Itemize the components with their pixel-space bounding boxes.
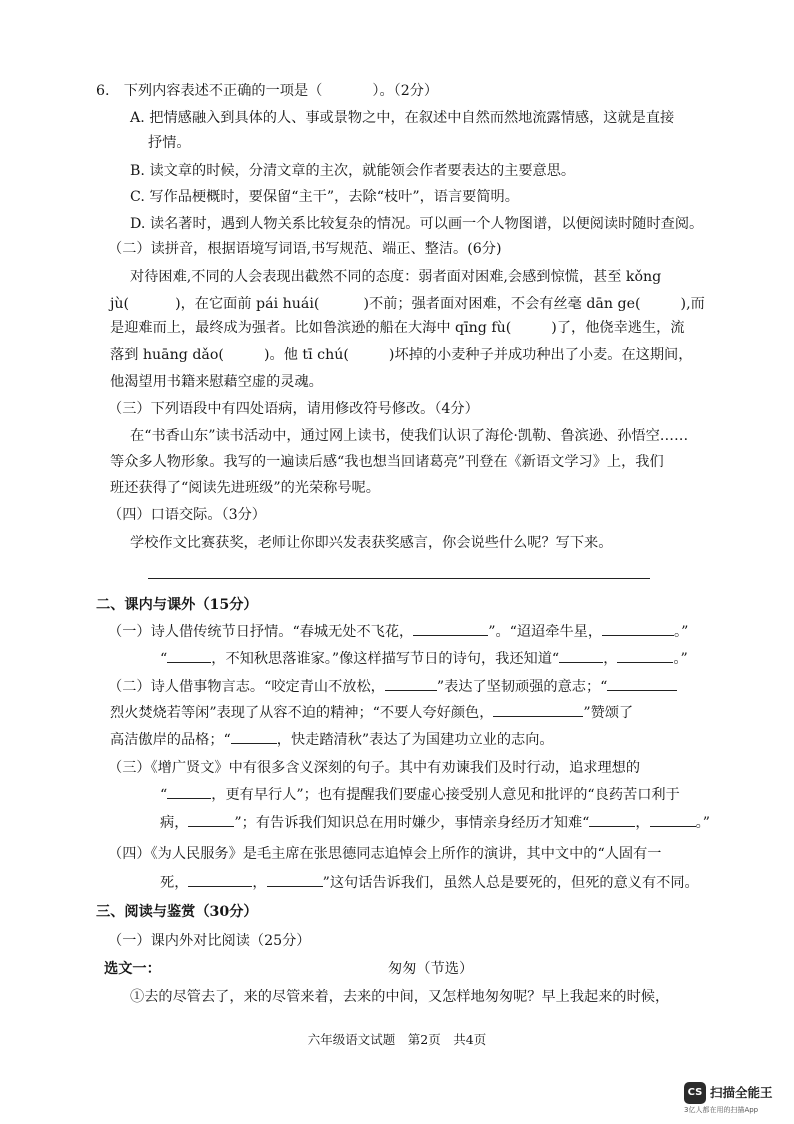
scanner-watermark	[684, 1080, 784, 1116]
errors-line1: 在“书香山东”读书活动中，通过网上读书，使我们认识了海伦·凯勒、鲁滨逊、孙悟空……	[130, 428, 689, 444]
blank-festival-1[interactable]	[559, 648, 603, 663]
sec2-p3g: 。”	[695, 815, 710, 831]
pinyin-l4c: )坏掉的小麦种子并成功种出了小麦。在这期间，	[388, 347, 693, 363]
sec2-p1c: 。”	[674, 624, 689, 640]
sec2-p3c: ，更有早行人”；也有提醒我们要虚心接受别人意见和批评的“良药苦口利于	[211, 787, 680, 803]
sec2-p2f: ，快走踏清秋”表达了为国建功立业的志向。	[276, 732, 554, 748]
sec2-p3e: ”；有告诉我们知识总在用时嫌少，事情亲身经历才知难“	[234, 815, 590, 831]
pinyin-l3b: )了，他侥幸逃生，流	[551, 320, 685, 336]
blank-knowledge-2[interactable]	[650, 812, 696, 827]
q6-option-a-line1: A. 把情感融入到具体的人、事或景物之中，在叙述中自然而然地流露情感，这就是直接	[130, 110, 675, 126]
sec2-p2-line1	[108, 676, 677, 698]
page-footer: 六年级语文试题 第2页 共4页	[307, 1032, 487, 1047]
sec3-title: 三、阅读与鉴赏（30分）	[96, 904, 258, 920]
blank-spring-city[interactable]	[413, 621, 488, 636]
sec2-p4d: ”这句话告诉我们，虽然人总是要死的，但死的意义有不同。	[322, 875, 699, 891]
pinyin-l2b: )，在它面前 pái huái(	[175, 296, 320, 312]
selection-paragraph: ①去的尽管去了，来的尽管来着，去来的中间，又怎样地匆匆呢？早上我起来的时候，	[130, 989, 670, 1005]
sec2-p1f: ，	[603, 651, 618, 667]
sec2-p2d: ”赞颂了	[583, 705, 634, 721]
q6-option-b: B. 读文章的时候，分清文章的主次，就能领会作者要表达的主要意思。	[130, 163, 576, 179]
blank-altair[interactable]	[602, 621, 674, 636]
errors-line3: 班还获得了“阅读先进班级”的光荣称号呢。	[110, 480, 380, 496]
sec2-p3d: 病，	[160, 815, 189, 831]
selection-title: 匆匆（节选）	[388, 961, 474, 977]
oral-line1: 学校作文比赛获奖，老师让你即兴发表获奖感言，你会说些什么呢？写下来。	[130, 535, 613, 551]
q6-stem-b: ）。（2分）	[372, 83, 439, 99]
sec2-p3f: ，	[635, 815, 650, 831]
sec3-subtitle: （一）课内外对比阅读（25分）	[108, 933, 311, 949]
blank-knowledge-1[interactable]	[589, 812, 635, 827]
sec2-p1-line1	[108, 621, 688, 643]
blank-lime[interactable]	[607, 676, 677, 691]
blank-death-2[interactable]	[267, 872, 323, 887]
scanner-app-name: 扫描全能王	[710, 1085, 773, 1100]
sec2-p3b: “	[160, 787, 168, 803]
pinyin-line4	[110, 344, 692, 366]
sec2-p2a: （二）诗人借事物言志。“咬定青山不放松，	[108, 679, 385, 695]
sec2-title: 二、课内与课外（15分）	[96, 597, 258, 613]
pinyin-l2a: jù(	[110, 296, 130, 312]
sec2-p2c: 烈火焚烧若等闲”表现了从容不迫的精神；“不要人夸好颜色，	[110, 705, 494, 721]
selection-label: 选文一：	[104, 961, 161, 977]
cs-logo-icon: CS	[684, 1082, 706, 1104]
blank-festival-2[interactable]	[617, 648, 673, 663]
q6-option-c: C. 写作品梗概时，要保留“主干”，去除“枝叶”，语言要简明。	[130, 189, 519, 205]
sec2-p4-line2	[160, 872, 699, 894]
sec2-p2-line3	[110, 729, 554, 751]
q6-stem	[96, 80, 438, 102]
pinyin-title: （二）读拼音，根据语境写词语,书写规范、端正、整洁。(6分)	[108, 241, 502, 257]
blank-medicine[interactable]	[188, 812, 234, 827]
blank-death-1[interactable]	[188, 872, 252, 887]
blank-early[interactable]	[167, 784, 211, 799]
q6-stem-a: 6. 下列内容表述不正确的一项是（	[96, 83, 323, 99]
pinyin-l2c: )不前；强者面对困难，不会有丝毫 dān ge(	[363, 296, 641, 312]
sec2-p1a: （一）诗人借传统节日抒情。“春城无处不飞花，	[108, 624, 414, 640]
sec2-p3-line2	[160, 784, 680, 806]
sec2-p1e: ，不知秋思落谁家。”像这样描写节日的诗句，我还知道“	[211, 651, 560, 667]
oral-title: （四）口语交际。（3分）	[108, 507, 266, 523]
sec2-p2-line2	[110, 702, 633, 724]
sec2-p4c: ，	[252, 875, 267, 891]
pinyin-l4b: )。他 tī chú(	[263, 347, 349, 363]
blank-horse[interactable]	[231, 729, 277, 744]
sec2-p3-line1: （三）《增广贤文》中有很多含义深刻的句子。其中有劝谏我们及时行动，追求理想的	[108, 760, 641, 776]
q6-option-a-line2: 抒情。	[148, 135, 191, 151]
scanner-tagline: 3亿人都在用的扫描App	[684, 1106, 759, 1114]
errors-line2: 等众多人物形象。我写的一遍读后感“我也想当回诸葛亮”刊登在《新语文学习》上，我们	[110, 454, 664, 470]
oral-answer-line[interactable]	[148, 578, 650, 579]
pinyin-line3	[110, 317, 685, 339]
blank-bamboo[interactable]	[385, 676, 437, 691]
errors-title: （三）下列语段中有四处语病，请用修改符号修改。（4分）	[108, 401, 479, 417]
sec2-p4-line1: （四）《为人民服务》是毛主席在张思德同志追悼会上所作的演讲，其中文中的“人固有一	[108, 846, 662, 862]
pinyin-line2	[110, 293, 705, 315]
pinyin-l2d: ),而	[680, 296, 705, 312]
sec2-p1-line2	[160, 648, 688, 670]
sec2-p2e: 高洁傲岸的品格；“	[110, 732, 231, 748]
blank-plum[interactable]	[493, 702, 583, 717]
sec2-p1b: ”。“迢迢牵牛星，	[488, 624, 603, 640]
sec2-p1d: “	[160, 651, 168, 667]
pinyin-l4a: 落到 huāng dǎo(	[110, 347, 224, 363]
sec2-p3-line3	[160, 812, 710, 834]
pinyin-line1: 对待困难,不同的人会表现出截然不同的态度：弱者面对困难,会感到惊慌，甚至 kǒng	[130, 269, 662, 285]
sec2-p1g: 。”	[673, 651, 688, 667]
sec2-p2b: ”表达了坚韧顽强的意志；“	[436, 679, 608, 695]
blank-autumn[interactable]	[167, 648, 211, 663]
pinyin-line5: 他渴望用书籍来慰藉空虚的灵魂。	[110, 374, 323, 390]
pinyin-l3a: 是迎难而上，最终成为强者。比如鲁滨逊的船在大海中 qīng fù(	[110, 320, 512, 336]
q6-option-d: D. 读名著时，遇到人物关系比较复杂的情况。可以画一个人物图谱，以便阅读时随时查阅。	[130, 216, 704, 232]
sec2-p4b: 死，	[160, 875, 189, 891]
